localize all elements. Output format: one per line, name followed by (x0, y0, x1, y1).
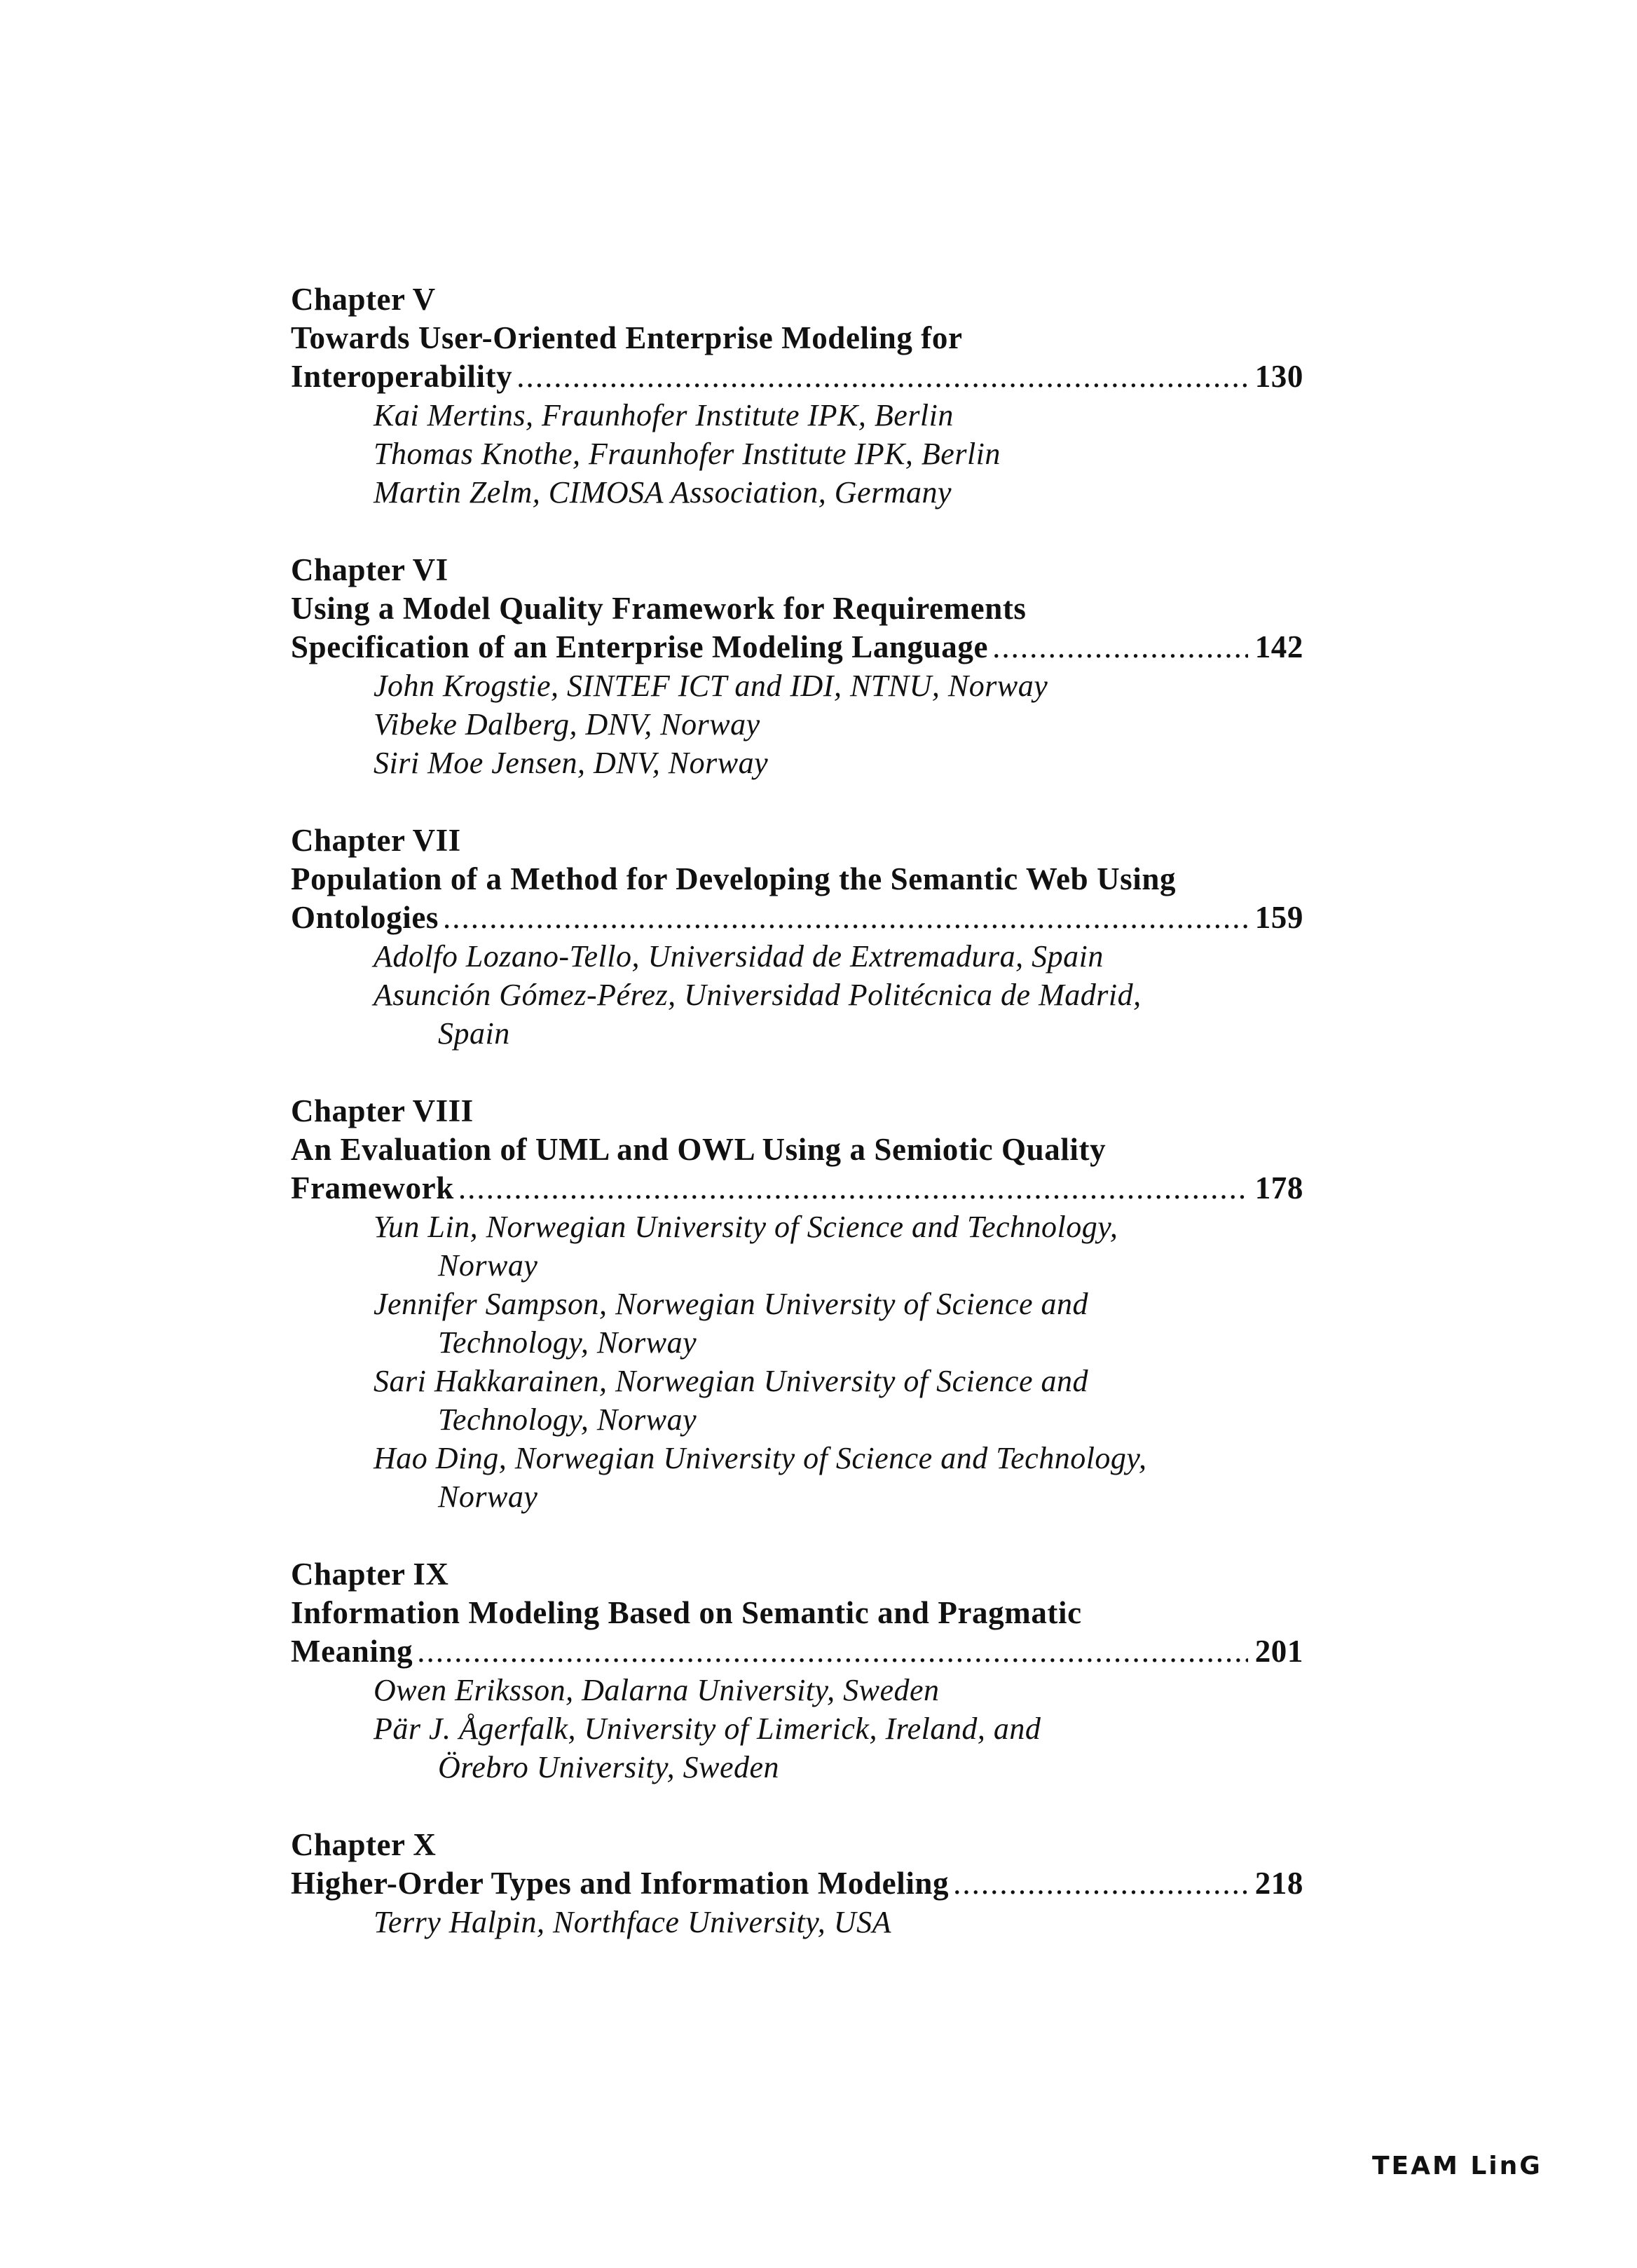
chapter-title-final-line (291, 899, 1303, 937)
toc-entry (291, 1826, 1303, 1941)
author-affiliation (291, 744, 1303, 782)
author-line: Asunción Gómez-Pérez, Universidad Politécnica de Madrid, (374, 978, 1142, 1012)
author-line: John Krogstie, SINTEF ICT and IDI, NTNU, Norway (374, 669, 1048, 703)
table-of-contents (291, 280, 1303, 1981)
author-line: Martin Zelm, CIMOSA Association, Germany (374, 475, 952, 510)
chapter-title-final-line (291, 1864, 1303, 1903)
chapter-title-final-line (291, 1632, 1303, 1671)
author-line-continued: Norway (438, 1480, 538, 1514)
chapter-label: Chapter V (291, 282, 436, 317)
toc-entry (291, 1092, 1303, 1516)
author-affiliation (291, 705, 1303, 744)
chapter-title-text: Framework (291, 1170, 454, 1205)
author-line: Jennifer Sampson, Norwegian University of Science and (374, 1287, 1088, 1321)
author-affiliation (291, 1671, 1303, 1709)
author-line: Hao Ding, Norwegian University of Science and Technology, (374, 1441, 1147, 1475)
author-line-continued: Norway (438, 1248, 538, 1283)
toc-entry (291, 280, 1303, 512)
page-number: 130 (1254, 359, 1303, 394)
chapter-title-line: Information Modeling Based on Semantic and Pragmatic (291, 1595, 1082, 1630)
page-number: 178 (1254, 1170, 1303, 1205)
chapter-title-line: Using a Model Quality Framework for Requirements (291, 591, 1027, 626)
author-line-continued: Technology, Norway (438, 1402, 697, 1437)
author-line: Pär J. Ågerfalk, University of Limerick, Ireland, and (374, 1712, 1041, 1746)
chapter-label: Chapter VIII (291, 1093, 474, 1128)
chapter-title-line: Population of a Method for Developing the Semantic Web Using (291, 861, 1177, 896)
author-line: Sari Hakkarainen, Norwegian University of Science and (374, 1364, 1088, 1398)
chapter-title-line: An Evaluation of UML and OWL Using a Semiotic Quality (291, 1132, 1107, 1167)
author-line: Vibeke Dalberg, DNV, Norway (374, 707, 760, 742)
author-affiliation (291, 435, 1303, 473)
author-line-continued: Spain (438, 1016, 510, 1051)
author-line-continued: Örebro University, Sweden (438, 1750, 780, 1784)
author-affiliation (291, 1709, 1303, 1787)
toc-entry (291, 1555, 1303, 1787)
author-line: Yun Lin, Norwegian University of Science and Technology, (374, 1210, 1118, 1244)
chapter-title-final-line (291, 357, 1303, 396)
team-ling-logo: TEAM LinG (1372, 2152, 1542, 2180)
author-line: Owen Eriksson, Dalarna University, Sweden (374, 1673, 940, 1707)
dot-leader (417, 1632, 1247, 1671)
toc-entry (291, 551, 1303, 782)
author-affiliation (291, 667, 1303, 705)
author-affiliation (291, 1208, 1303, 1285)
page-number: 201 (1254, 1634, 1303, 1669)
dot-leader (992, 628, 1248, 667)
chapter-label: Chapter X (291, 1827, 437, 1862)
chapter-title-line: Towards User-Oriented Enterprise Modeling for (291, 320, 963, 355)
author-line: Siri Moe Jensen, DNV, Norway (374, 746, 769, 780)
author-affiliation (291, 937, 1303, 976)
dot-leader (458, 1169, 1248, 1208)
chapter-title-text: Specification of an Enterprise Modeling Language (291, 629, 989, 664)
author-affiliation (291, 1903, 1303, 1941)
chapter-label: Chapter IX (291, 1557, 449, 1592)
author-affiliation (291, 1285, 1303, 1362)
chapter-title-text: Interoperability (291, 359, 513, 394)
author-line: Thomas Knothe, Fraunhofer Institute IPK, Berlin (374, 437, 1001, 471)
author-line: Terry Halpin, Northface University, USA (374, 1905, 891, 1939)
chapter-title-text: Ontologies (291, 900, 439, 935)
author-affiliation (291, 976, 1303, 1053)
author-affiliation (291, 473, 1303, 512)
author-affiliation (291, 396, 1303, 435)
toc-entry (291, 821, 1303, 1053)
chapter-title-final-line (291, 1169, 1303, 1208)
dot-leader (953, 1864, 1248, 1903)
chapter-title-final-line (291, 628, 1303, 667)
dot-leader (443, 899, 1248, 937)
chapter-label: Chapter VII (291, 823, 461, 858)
author-affiliation (291, 1362, 1303, 1439)
author-line: Kai Mertins, Fraunhofer Institute IPK, Berlin (374, 398, 954, 432)
author-line: Adolfo Lozano-Tello, Universidad de Extremadura, Spain (374, 939, 1104, 974)
chapter-label: Chapter VI (291, 552, 448, 587)
author-line-continued: Technology, Norway (438, 1325, 697, 1360)
chapter-title-text: Meaning (291, 1634, 413, 1669)
page-number: 218 (1254, 1866, 1303, 1901)
chapter-title-text: Higher-Order Types and Information Modeling (291, 1866, 950, 1901)
page-number: 159 (1254, 900, 1303, 935)
dot-leader (516, 357, 1247, 396)
page-number: 142 (1254, 629, 1303, 664)
author-affiliation (291, 1439, 1303, 1516)
